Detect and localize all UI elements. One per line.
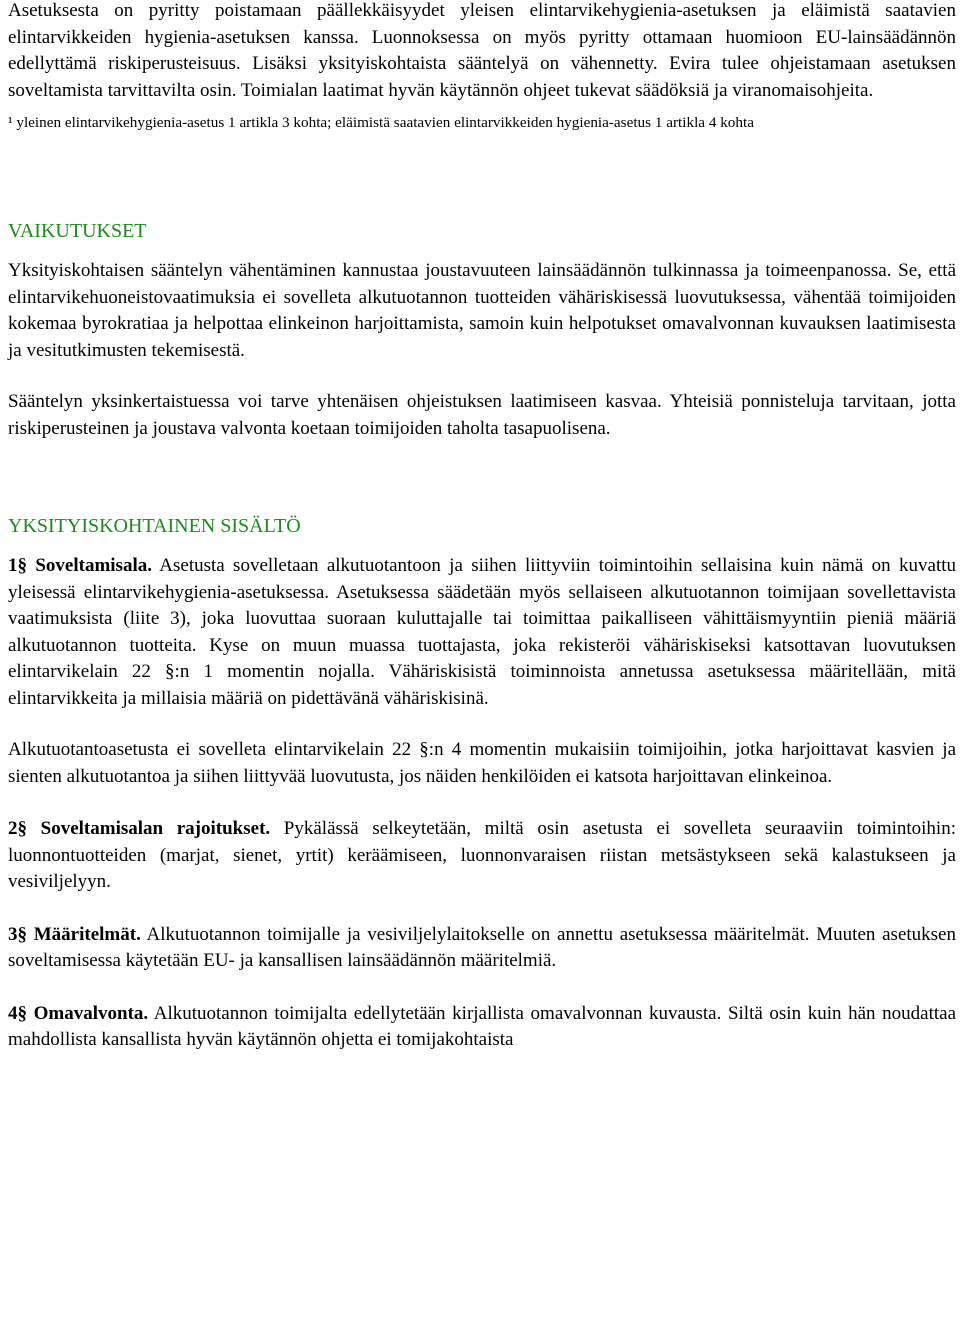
section-3-title: 3§ Määritelmät. — [8, 923, 141, 945]
vaikutukset-paragraph-1: Yksityiskohtaisen sääntelyn vähentäminen kannustaa joustavuuteen lainsäädännön tulkinnassa ja toimeenpanossa. Se, että elintarvikehuoneistovaatimuksia ei sovelleta alkutuotannon tuotteiden vähäriskisessä luovutuksessa, vähentää toimijoiden kokemaa byrokratiaa ja helpottaa elinkeinon harjoittamista, samoin kuin helpotukset omavalvonnan kuvauksen laatimisesta ja vesitutkimusten tekemisestä. — [8, 260, 956, 361]
heading-vaikutukset: VAIKUTUKSET — [8, 220, 147, 242]
section-1-title: 1§ Soveltamisala. — [8, 555, 152, 576]
vaikutukset-paragraph-2: Sääntelyn yksinkertaistuessa voi tarve yhtenäisen ohjeistuksen laatimiseen kasvaa. Yhteisiä ponnisteluja tarvitaan, jotta riskiperusteinen ja joustava valvonta koetaan toimijoiden taholta tasapuolisena. — [8, 391, 956, 439]
heading-yksityiskohtainen: YKSITYISKOHTAINEN SISÄLTÖ — [8, 515, 301, 537]
section-2-paragraph — [8, 816, 956, 896]
footnote: ¹ yleinen elintarvikehygienia-asetus 1 artikla 3 kohta; eläimistä saatavien elintarvikkeiden hygienia-asetus 1 artikla 4 kohta — [8, 114, 754, 131]
section-2-title: 2§ Soveltamisalan rajoitukset. — [8, 818, 271, 839]
section-1-paragraph — [8, 553, 956, 712]
intro-paragraph: Asetuksesta on pyritty poistamaan päällekkäisyydet yleisen elintarvikehygienia-asetuksen ja eläimistä saatavien elintarvikkeiden hygienia-asetuksen kanssa. Luonnoksessa on myös pyritty ottamaan huomioon EU-lainsäädännön edellyttämä riskiperusteisuus. Lisäksi yksityiskohtaista sääntelyä on vähennetty. Evira tulee ohjeistamaan asetuksen soveltamista tarvittavilta osin. Toimialan laatimat hyvän käytännön ohjeet tukevat säädöksiä ja viranomaisohjeita. — [8, 0, 956, 101]
section-1-text: Asetusta sovelletaan alkutuotantoon ja siihen liittyviin toimintoihin sellaisina kuin nämä on kuvattu yleisessä elintarvikehygienia-asetuksessa. Asetuksessa säädetään myös sellaiseen alkutuotannon toimijaan sovellettavista vaatimuksista (liite 3), joka luovuttaa suoraan kuluttajalle tai toimittaa paikalliseen vähittäismyyntiin pieniä määriä alkutuotannon tuotteita. Kyse on muun muassa tuottajasta, joka rekisteröi vähäriskiseksi katsottavan luovutuksen elintarvikelain 22 §:n 1 momentin nojalla. Vähäriskisistä toiminnoista annetussa asetuksessa määritellään, mitä elintarvikkeita ja millaisia määriä on pidettävänä vähäriskisinä. — [8, 555, 956, 709]
section-4-paragraph — [8, 1001, 956, 1054]
section-2-text: Pykälässä selkeytetään, miltä osin asetusta ei sovelleta seuraaviin toimintoihin: luonnontuotteiden (marjat, sienet, yrtit) keräämiseen, luonnonvaraisen riistan metsästykseen sekä kalastukseen ja vesiviljelyyn. — [8, 818, 956, 892]
section-3-paragraph — [8, 922, 956, 975]
section-4-title: 4§ Omavalvonta. — [8, 1002, 149, 1024]
section-1-paragraph-2: Alkutuotantoasetusta ei sovelleta elintarvikelain 22 §:n 4 momentin mukaisiin toimijoihin, jotka harjoittavat kasvien ja sienten alkutuotantoa ja siihen liittyvää luovutusta, jos näiden henkilöiden ei katsota harjoittavan elinkeinoa. — [8, 739, 956, 787]
document-page — [8, 0, 956, 1054]
section-4-text: Alkutuotannon toimijalta edellytetään kirjallista omavalvonnan kuvausta. Siltä osin kuin hän noudattaa mahdollista kansallista hyvän käytännön ohjetta ei tomijakohtaista — [8, 1002, 956, 1050]
section-3-text: Alkutuotannon toimijalle ja vesiviljelylaitokselle on annettu asetuksessa määritelmät. Muuten asetuksen soveltamisessa käytetään EU- ja kansallisen lainsäädännön määritelmiä. — [8, 923, 956, 971]
